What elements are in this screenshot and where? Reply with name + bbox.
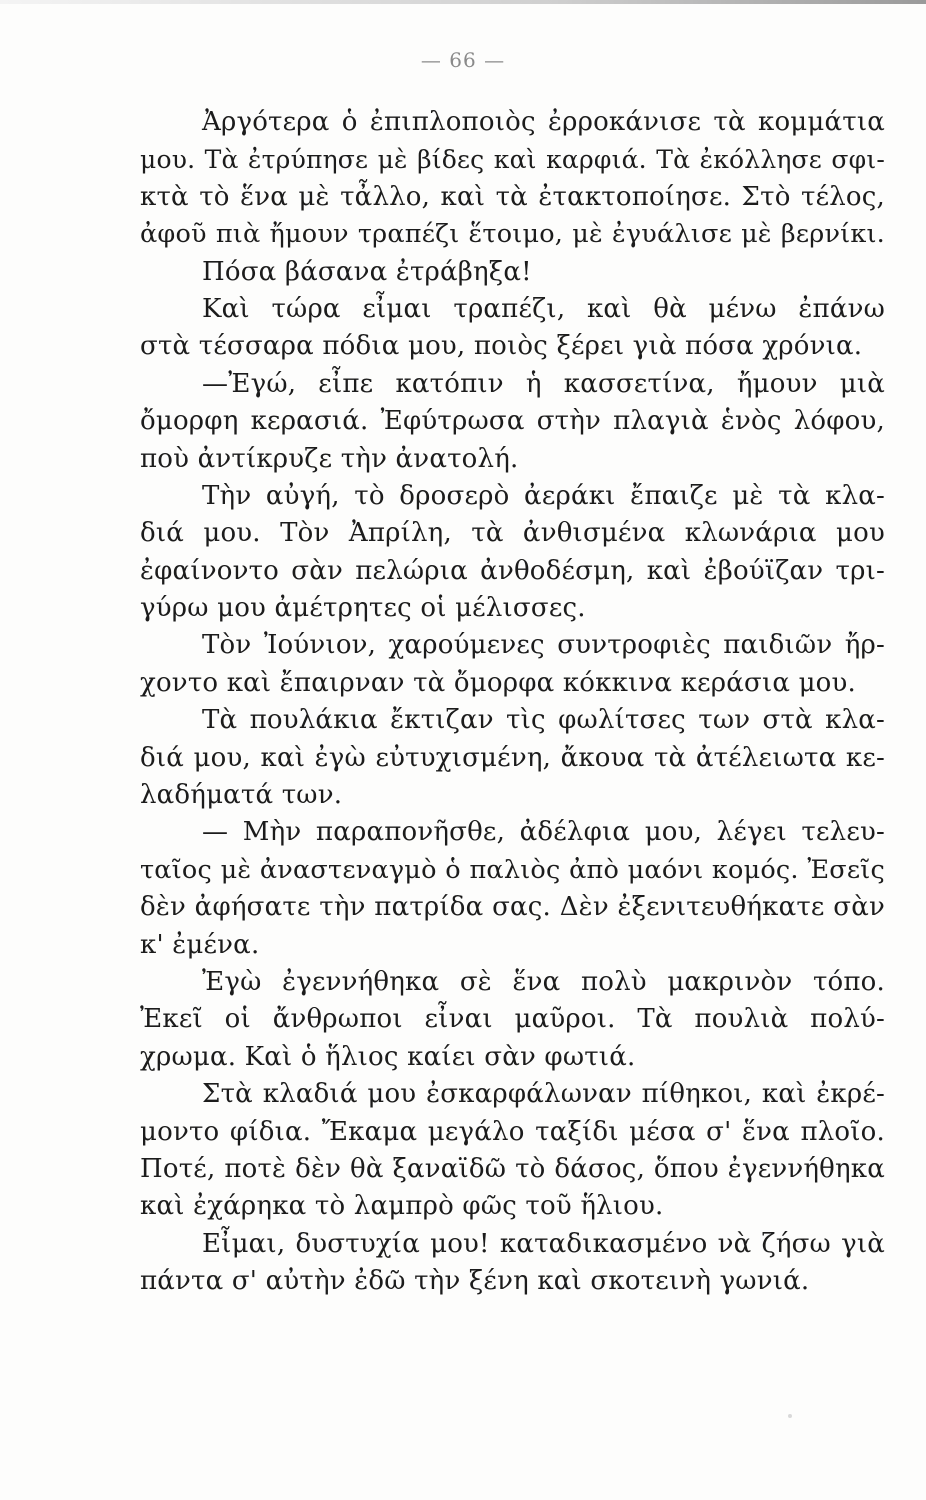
text-line: κ' ἐμένα. <box>140 929 260 960</box>
text-line: δὲν ἀφήσατε τὴν πατρίδα σας. Δὲν ἐξενιτευθήκατε σὰν <box>140 892 885 923</box>
text-line: — Μὴν παραπονῆσθε, ἀδέλφια μου, λέγει τελευ- <box>202 817 885 848</box>
text-line: γύρω μου ἀμέτρητες οἱ μέλισσες. <box>140 593 586 624</box>
text-line: διά μου. Τὸν Ἀπρίλη, τὰ ἀνθισμένα κλωνάρια μου <box>140 518 885 549</box>
text-line: Τὸν Ἰούνιον, χαρούμενες συντροφιὲς παιδιῶν ἤρ- <box>202 630 885 661</box>
text-line: χρωμα. Καὶ ὁ ἥλιος καίει σὰν φωτιά. <box>140 1041 636 1072</box>
text-line: Ποτέ, ποτὲ δὲν θὰ ξαναϊδῶ τὸ δάσος, ὅπου ἐγεννήθηκα <box>140 1153 885 1184</box>
text-line: Τὴν αὐγή, τὸ δροσερὸ ἀεράκι ἔπαιζε μὲ τὰ κλα- <box>202 480 885 511</box>
text-line: κτὰ τὸ ἕνα μὲ τἆλλο, καὶ τὰ ἐτακτοποίησε. Στὸ τέλος, <box>140 181 885 212</box>
text-line: Ἀργότερα ὁ ἐπιπλοποιὸς ἐρροκάνισε τὰ κομμάτια <box>202 107 885 137</box>
text-line: Εἶμαι, δυστυχία μου! καταδικασμένο νὰ ζήσω γιὰ <box>202 1228 885 1259</box>
text-line: Ἐγὼ ἐγεννήθηκα σὲ ἕνα πολὺ μακρινὸν τόπο. <box>202 966 885 997</box>
text-line: ποὺ ἀντίκρυζε τὴν ἀνατολή. <box>140 443 519 474</box>
text-line: ταῖος μὲ ἀναστεναγμὸ ὁ παλιὸς ἀπὸ μαόνι κομός. Ἐσεῖς <box>140 854 885 885</box>
text-body <box>140 104 885 1301</box>
text-line: —Ἐγώ, εἶπε κατόπιν ἡ κασσετίνα, ἤμουν μιὰ <box>202 368 885 399</box>
text-line: Στὰ κλαδιά μου ἐσκαρφάλωναν πίθηκοι, καὶ ἐκρέ- <box>202 1079 885 1110</box>
text-line: χοντο καὶ ἔπαιρναν τὰ ὄμορφα κόκκινα κεράσια μου. <box>140 667 856 698</box>
text-line: πάντα σ' αὐτὴν ἐδῶ τὴν ξένη καὶ σκοτεινὴ γωνιά. <box>140 1266 810 1297</box>
text-line: στὰ τέσσαρα πόδια μου, ποιὸς ξέρει γιὰ πόσα χρόνια. <box>140 331 863 362</box>
text-line: λαδήματά των. <box>140 780 343 811</box>
paper-speck <box>788 1414 792 1418</box>
text-line: μοντο φίδια. Ἔκαμα μεγάλο ταξίδι μέσα σ' ἕνα πλοῖο. <box>140 1116 885 1147</box>
text-line: Καὶ τώρα εἶμαι τραπέζι, καὶ θὰ μένω ἐπάνω <box>202 293 885 324</box>
text-line: ἀφοῦ πιὰ ἤμουν τραπέζι ἕτοιμο, μὲ ἐγυάλισε μὲ βερνίκι. <box>140 219 885 250</box>
text-line: καὶ ἐχάρηκα τὸ λαμπρὸ φῶς τοῦ ἥλιου. <box>140 1191 664 1222</box>
text-line: ὄμορφη κερασιά. Ἐφύτρωσα στὴν πλαγιὰ ἑνὸς λόφου, <box>140 406 885 437</box>
page-top-edge <box>0 0 926 4</box>
text-line: διά μου, καὶ ἐγὼ εὐτυχισμένη, ἄκουα τὰ ἀτέλειωτα κε- <box>140 742 885 773</box>
text-line: Τὰ πουλάκια ἔκτιζαν τὶς φωλίτσες των στὰ κλα- <box>202 705 885 736</box>
text-line: Πόσα βάσανα ἐτράβηξα! <box>202 256 532 287</box>
text-line: ἐφαίνοντο σὰν πελώρια ἀνθοδέσμη, καὶ ἐβούϊζαν τρι- <box>140 555 885 586</box>
page-number: — 66 — <box>420 48 506 72</box>
text-line: Ἐκεῖ οἱ ἄνθρωποι εἶναι μαῦροι. Τὰ πουλιὰ πολύ- <box>140 1004 885 1035</box>
text-line: μου. Τὰ ἐτρύπησε μὲ βίδες καὶ καρφιά. Τὰ ἐκόλλησε σφι- <box>140 145 885 175</box>
